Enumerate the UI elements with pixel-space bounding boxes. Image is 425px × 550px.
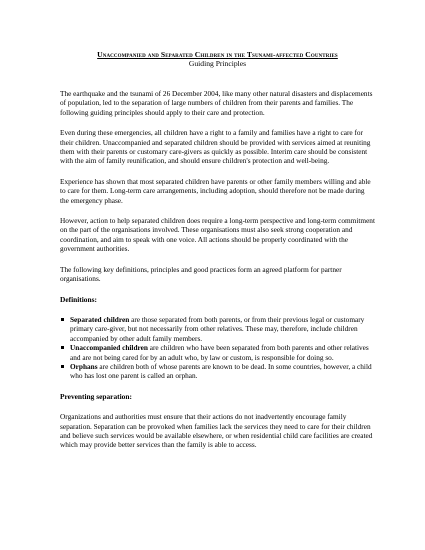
definition-term: Unaccompanied children <box>70 343 148 353</box>
document-body <box>60 50 375 450</box>
definition-term: Separated children <box>70 314 130 324</box>
bullet-icon <box>61 318 64 321</box>
list-item <box>60 343 375 362</box>
definition-term: Orphans <box>70 361 98 371</box>
bullet-icon <box>61 346 64 349</box>
definitions-list <box>60 315 375 381</box>
paragraph-preventing: Organizations and authorities must ensure that their actions do not inadvertently encourage family separation. Separation can be provoked when families lack the services they need to care for their children and believe such services would be available elsewhere, or when residential child care facilities are created which may provide better services than the family is able to access. <box>60 412 373 450</box>
definitions-heading: Definitions: <box>60 294 97 304</box>
bullet-icon <box>61 365 64 368</box>
title-text: Unaccompanied and Separated Children in the Tsunami-affected Countries <box>97 50 338 59</box>
definition-text: are children both of whose parents are known to be dead. In some countries, however, a child who has lost one parent is called an orphan. <box>70 361 372 381</box>
list-item <box>60 315 375 343</box>
paragraph-experience: Experience has shown that most separated children have parents or other family members willing and able to care for them. Long-term care arrangements, including adoption, should therefore not be made during the emergency phase. <box>60 176 371 205</box>
document-subtitle: Guiding Principles <box>188 59 247 68</box>
document-title <box>60 50 375 59</box>
paragraph-rights: Even during these emergencies, all children have a right to a family and families have a right to care for their children. Unaccompanied and separated children should be provided with services aimed at reuniting them with their parents or customary care-givers as quickly as possible. Interim care should be consistent with the aim of family reunification, and should ensure children's protection and well-being. <box>60 128 371 166</box>
definition-text: are children who have been separated from both parents and other relatives and are not being cared for by an adult who, by law or custom, is responsible for doing so. <box>70 343 369 362</box>
paragraph-platform: The following key definitions, principles and good practices form an agreed platform for partner organisations. <box>60 264 342 284</box>
paragraph-intro: The earthquake and the tsunami of 26 December 2004, like many other natural disasters and displacements of population, led to the separation of large numbers of children from their parents and families. The following guiding principles should apply to their care and protection. <box>60 89 373 117</box>
list-item <box>60 362 375 381</box>
preventing-heading: Preventing separation: <box>60 391 132 401</box>
paragraph-long-term: However, action to help separated children does require a long-term perspective and long-term commitment on the part of the organisations involved. These organisations must also seek strong cooperation and coordination, and aim to speak with one voice. All actions should be properly coordinated with the government authorities. <box>60 216 375 254</box>
definition-text: are those separated from both parents, or from their previous legal or customary primary care-giver, but not necessarily from other relatives. These may, therefore, include children accompanied by other adult family members. <box>70 314 365 343</box>
